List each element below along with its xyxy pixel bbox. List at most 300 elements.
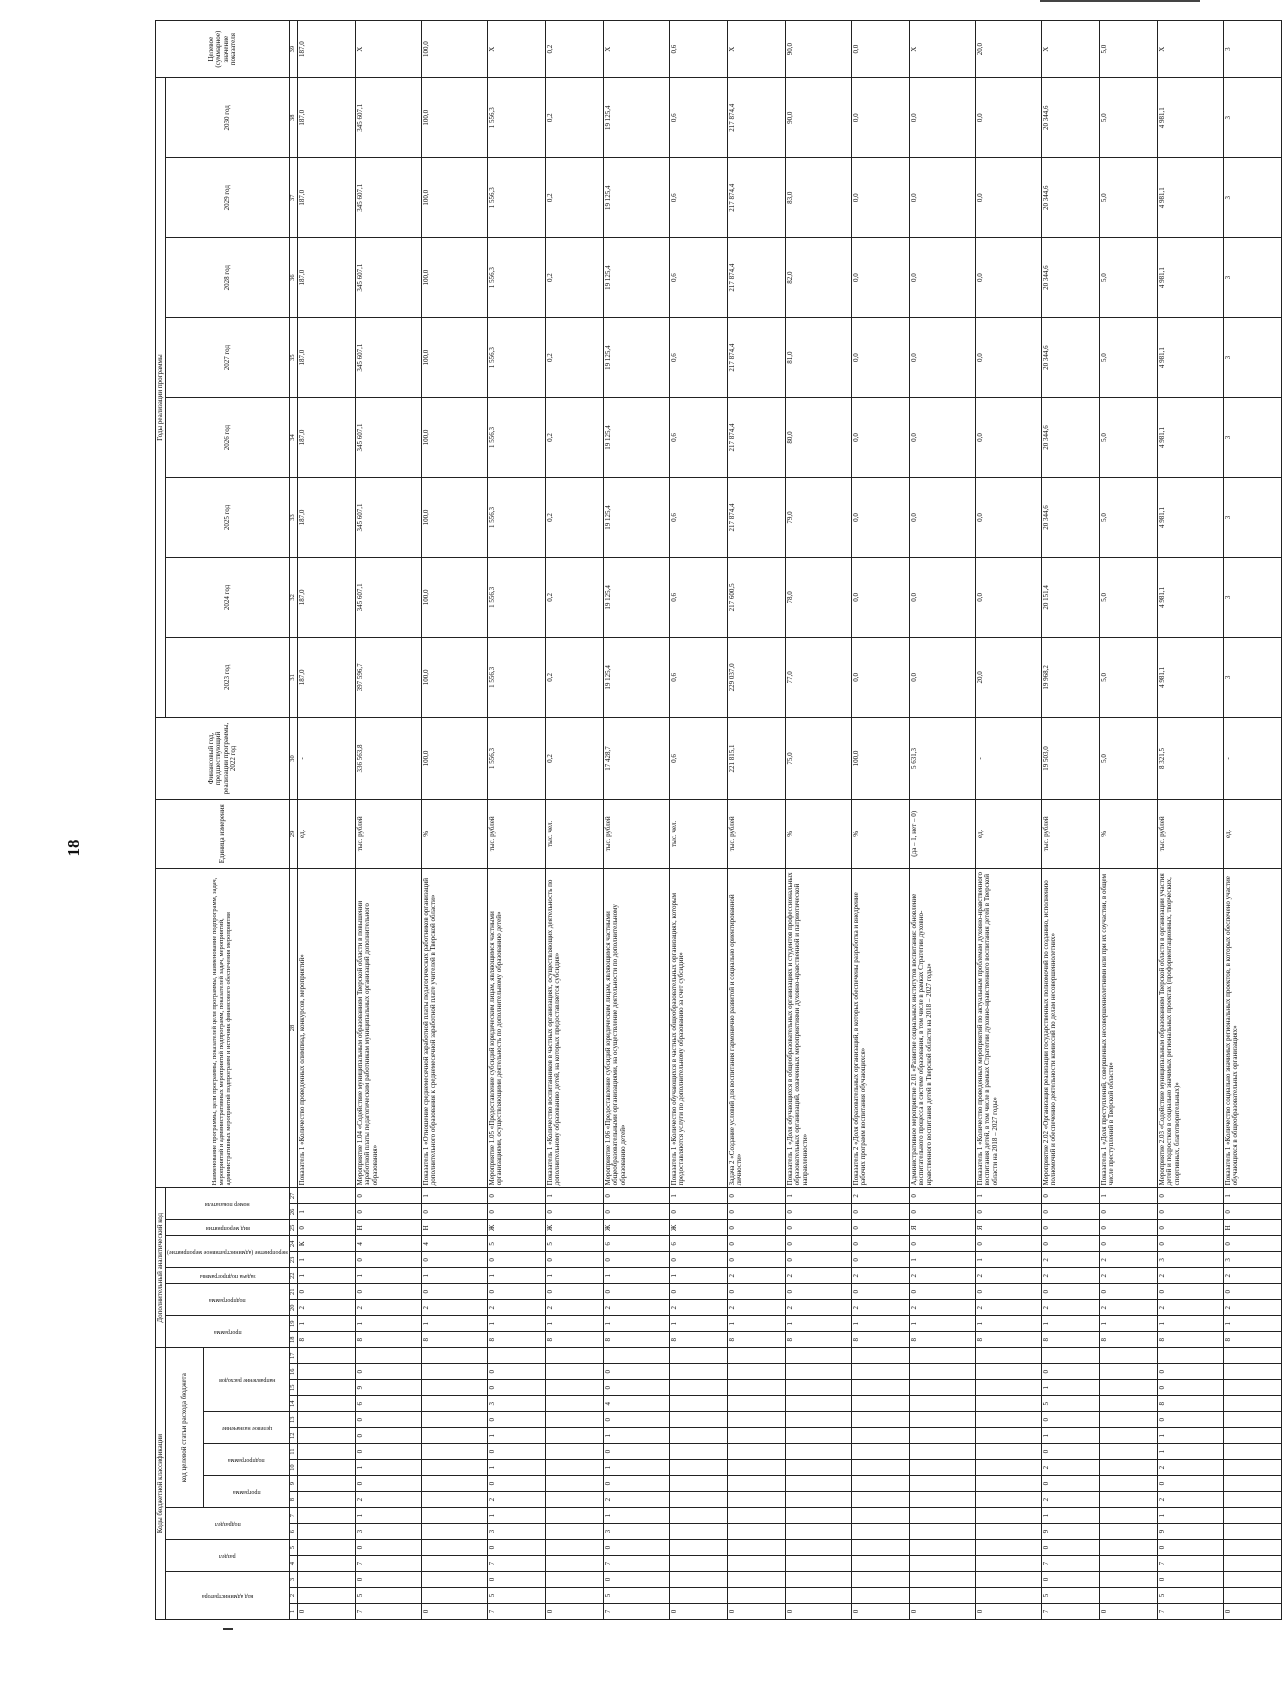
year-value-cell: 0,0 xyxy=(852,637,910,717)
year-value-cell: 217 874,4 xyxy=(728,478,786,558)
code-cell xyxy=(910,1380,976,1396)
code-cell xyxy=(546,1524,604,1540)
code-cell xyxy=(422,1380,488,1396)
code-cell: 0 xyxy=(1042,1364,1100,1380)
row-name-cell: Показатель 1 «Количество обучающихся в частных общеобразовательных организациях, которым предоставляются услуги по дополнительному образованию за счет субсидии» xyxy=(670,868,728,1188)
code-cell: 0 xyxy=(786,1204,852,1220)
code-cell xyxy=(728,1524,786,1540)
code-cell xyxy=(786,1412,852,1428)
year-value-cell: 19 125,4 xyxy=(604,398,670,478)
year-value-cell: 79,0 xyxy=(786,478,852,558)
year-value-cell: 20 344,6 xyxy=(1042,318,1100,398)
year-value-cell: 187,0 xyxy=(298,238,356,318)
code-cell xyxy=(852,1380,910,1396)
code-cell: 0 xyxy=(976,1604,1042,1620)
code-cell xyxy=(786,1460,852,1476)
code-cell: 0 xyxy=(356,1284,422,1300)
year-value-cell: 0,0 xyxy=(976,318,1042,398)
column-index-cell: 38 xyxy=(290,78,298,158)
code-cell xyxy=(546,1492,604,1508)
code-cell: 1 xyxy=(670,1268,728,1284)
code-cell xyxy=(1042,1348,1100,1364)
code-cell: Ж xyxy=(546,1220,604,1236)
code-cell: 0 xyxy=(298,1604,356,1620)
year-value-cell: 5,0 xyxy=(1100,557,1158,637)
code-cell: 8 xyxy=(1042,1332,1100,1348)
code-cell: 2 xyxy=(1100,1268,1158,1284)
scan-edge-line xyxy=(1040,0,1200,2)
code-cell xyxy=(1100,1396,1158,1412)
code-cell: 0 xyxy=(356,1572,422,1588)
code-cell: 0 xyxy=(670,1604,728,1620)
fin-year-cell: 336 563,8 xyxy=(356,717,422,799)
fin-year-header: Финансовый год, предшествующий реализации программы, 2022 год xyxy=(156,717,290,799)
code-cell xyxy=(670,1492,728,1508)
code-cell xyxy=(852,1524,910,1540)
column-index-cell: 16 xyxy=(290,1364,298,1380)
target-cell: 187,0 xyxy=(298,21,356,78)
year-value-cell: 82,0 xyxy=(786,238,852,318)
row-name-cell: Мероприятие 1.04 «Содействие муниципальным образованиям Тверской области в повышении заработной платы педагогическим работникам муниципальных организаций дополнительного образования» xyxy=(356,868,422,1188)
year-value-cell: 90,0 xyxy=(786,78,852,158)
code-cell: 0 xyxy=(356,1428,422,1444)
code-cell: 0 xyxy=(488,1188,546,1204)
year-value-cell: 397 596,7 xyxy=(356,637,422,717)
code-cell: 0 xyxy=(1158,1284,1224,1300)
year-value-cell: 229 037,0 xyxy=(728,637,786,717)
code-cell: 2 xyxy=(1158,1460,1224,1476)
column-index-row xyxy=(290,21,298,1620)
code-cell: 0 xyxy=(356,1204,422,1220)
code-cell: 6 xyxy=(356,1396,422,1412)
code-cell: 0 xyxy=(852,1252,910,1268)
code-cell: 0 xyxy=(1042,1284,1100,1300)
code-cell xyxy=(670,1412,728,1428)
code-cell xyxy=(852,1428,910,1444)
year-value-cell: 78,0 xyxy=(786,557,852,637)
code-cell: 3 xyxy=(488,1524,546,1540)
code-cell: 0 xyxy=(604,1364,670,1380)
code-cell: 8 xyxy=(1158,1396,1224,1412)
year-value-cell: 0,0 xyxy=(976,557,1042,637)
row-name-cell: Задача 2 «Создание условий для воспитания гармонично развитой и социально ориентированной личности» xyxy=(728,868,786,1188)
code-cell: 0 xyxy=(488,1380,546,1396)
fin-year-cell: 0,2 xyxy=(546,717,604,799)
code-cell xyxy=(910,1444,976,1460)
code-cell: 1 xyxy=(298,1268,356,1284)
target-cell: Х xyxy=(356,21,422,78)
code-cell: 6 xyxy=(604,1236,670,1252)
code-cell xyxy=(670,1380,728,1396)
activity-kind-header: вид мероприятия xyxy=(166,1220,290,1236)
code-cell: 0 xyxy=(1042,1444,1100,1460)
code-cell: 1 xyxy=(488,1316,546,1332)
program2-header: программа xyxy=(166,1316,290,1348)
code-cell xyxy=(910,1492,976,1508)
code-cell xyxy=(422,1444,488,1460)
year-value-cell: 187,0 xyxy=(298,318,356,398)
code-cell xyxy=(422,1364,488,1380)
year-value-cell: 100,0 xyxy=(422,557,488,637)
code-cell: 2 xyxy=(488,1492,546,1508)
code-cell: 1 xyxy=(910,1252,976,1268)
year-value-cell: 0,0 xyxy=(976,478,1042,558)
code-cell: 0 xyxy=(910,1236,976,1252)
year-value-cell: 345 607,1 xyxy=(356,557,422,637)
year-value-cell: 4 981,1 xyxy=(1158,158,1224,238)
code-cell xyxy=(728,1492,786,1508)
table-row xyxy=(422,21,488,1620)
year-value-cell: 4 981,1 xyxy=(1158,478,1224,558)
fin-year-cell: 75,0 xyxy=(786,717,852,799)
table-row xyxy=(670,21,728,1620)
column-index-cell: 2 xyxy=(290,1588,298,1604)
year-value-cell: 19 125,4 xyxy=(604,158,670,238)
fin-year-cell: 221 815,1 xyxy=(728,717,786,799)
year-value-cell: 100,0 xyxy=(422,637,488,717)
table-row xyxy=(976,21,1042,1620)
code-cell: 1 xyxy=(976,1316,1042,1332)
year-value-cell: 0,0 xyxy=(910,478,976,558)
code-cell: 0 xyxy=(1042,1476,1100,1492)
code-cell xyxy=(604,1348,670,1364)
code-cell xyxy=(298,1492,356,1508)
code-cell: 1 xyxy=(546,1268,604,1284)
year-value-cell: 3 xyxy=(1224,398,1282,478)
code-cell: 0 xyxy=(488,1540,546,1556)
code-cell: 1 xyxy=(356,1268,422,1284)
code-cell xyxy=(670,1460,728,1476)
code-cell: 0 xyxy=(976,1204,1042,1220)
code-cell: 1 xyxy=(1224,1188,1282,1204)
unit-cell: % xyxy=(1100,800,1158,869)
code-cell: 3 xyxy=(488,1396,546,1412)
column-index-cell: 28 xyxy=(290,868,298,1188)
row-name-cell: Показатель 1 «Доля преступлений, совершенных несовершеннолетними или при их соучастии, в общем числе преступлений в Тверской области» xyxy=(1100,868,1158,1188)
column-index-cell: 7 xyxy=(290,1508,298,1524)
code-cell xyxy=(298,1348,356,1364)
purpose-header: целевое назначение xyxy=(204,1412,290,1444)
program-header: программа xyxy=(204,1476,290,1508)
code-cell xyxy=(1100,1524,1158,1540)
code-cell xyxy=(852,1460,910,1476)
year-value-cell: 100,0 xyxy=(422,238,488,318)
code-cell xyxy=(546,1364,604,1380)
row-name-cell: Показатель 1 «Количество социально значимых региональных проектов, в которых обеспечено участие обучающихся в общеобразовательных организациях» xyxy=(1224,868,1282,1188)
year-value-cell: 19 125,4 xyxy=(604,318,670,398)
code-cell: 2 xyxy=(1042,1268,1100,1284)
year-value-cell: 0,6 xyxy=(670,158,728,238)
code-cell: 0 xyxy=(1042,1412,1100,1428)
target-cell: 90,0 xyxy=(786,21,852,78)
code-cell: 2 xyxy=(910,1268,976,1284)
row-name-cell: Показатель 1 «Доля обучающихся в общеобразовательных организациях и студентов профессиональных образовательных организаций, охваченных мероприятиями духовно-нравственной и патриотической направленности» xyxy=(786,868,852,1188)
column-index-cell: 29 xyxy=(290,800,298,869)
column-index-cell: 30 xyxy=(290,717,298,799)
code-cell: 0 xyxy=(546,1604,604,1620)
code-cell xyxy=(546,1572,604,1588)
code-cell: 0 xyxy=(488,1252,546,1268)
code-cell: 0 xyxy=(1224,1204,1282,1220)
year-value-cell: 19 125,4 xyxy=(604,637,670,717)
unit-header: Единица измерения xyxy=(156,800,290,869)
year-value-cell: 4 981,1 xyxy=(1158,78,1224,158)
year-value-cell: 0,2 xyxy=(546,238,604,318)
code-cell xyxy=(422,1348,488,1364)
code-cell xyxy=(670,1428,728,1444)
code-cell xyxy=(976,1396,1042,1412)
code-cell: 0 xyxy=(604,1572,670,1588)
code-cell xyxy=(976,1444,1042,1460)
code-cell: 1 xyxy=(356,1316,422,1332)
year-header-2028: 2028 год xyxy=(166,238,290,318)
code-cell xyxy=(728,1460,786,1476)
column-index-cell: 3 xyxy=(290,1572,298,1588)
code-cell: 1 xyxy=(604,1268,670,1284)
year-value-cell: 0,2 xyxy=(546,637,604,717)
fin-year-cell: 1 556,3 xyxy=(488,717,546,799)
year-value-cell: 20 344,6 xyxy=(1042,78,1100,158)
column-index-cell: 35 xyxy=(290,318,298,398)
fin-year-cell: 100,0 xyxy=(422,717,488,799)
code-cell xyxy=(546,1476,604,1492)
year-value-cell: 0,6 xyxy=(670,637,728,717)
year-value-cell: 1 556,3 xyxy=(488,478,546,558)
code-cell xyxy=(1224,1572,1282,1588)
code-cell: 8 xyxy=(1224,1332,1282,1348)
code-cell: 0 xyxy=(604,1380,670,1396)
year-value-cell: 0,0 xyxy=(910,557,976,637)
code-cell: 0 xyxy=(356,1412,422,1428)
row-name-cell: Показатель 1 «Отношение среднемесячной заработной платы педагогических работников организаций дополнительного образования к среднемесячной заработной плате учителей в Тверской области» xyxy=(422,868,488,1188)
year-value-cell: 345 607,1 xyxy=(356,158,422,238)
code-cell xyxy=(422,1572,488,1588)
year-value-cell: 80,0 xyxy=(786,398,852,478)
year-value-cell: 3 xyxy=(1224,158,1282,238)
code-cell xyxy=(910,1428,976,1444)
code-cell: 2 xyxy=(1224,1300,1282,1316)
code-cell xyxy=(1224,1380,1282,1396)
code-cell: 0 xyxy=(356,1188,422,1204)
unit-cell: ед. xyxy=(1224,800,1282,869)
code-cell: 1 xyxy=(422,1316,488,1332)
code-cell: 2 xyxy=(422,1300,488,1316)
code-cell xyxy=(786,1476,852,1492)
code-cell: 1 xyxy=(786,1188,852,1204)
code-cell xyxy=(298,1508,356,1524)
code-cell xyxy=(670,1444,728,1460)
column-index-cell: 8 xyxy=(290,1492,298,1508)
code-cell: 1 xyxy=(604,1460,670,1476)
year-value-cell: 1 556,3 xyxy=(488,318,546,398)
code-cell: 2 xyxy=(910,1300,976,1316)
year-value-cell: 0,0 xyxy=(976,78,1042,158)
code-cell xyxy=(728,1476,786,1492)
code-cell: 0 xyxy=(852,1236,910,1252)
program-indicators-table xyxy=(155,20,1282,1620)
target-value-header: Целевое (суммарное) значение показателя xyxy=(156,21,290,78)
fin-year-cell: 5,0 xyxy=(1100,717,1158,799)
year-value-cell: 3 xyxy=(1224,557,1282,637)
year-header-2026: 2026 год xyxy=(166,398,290,478)
code-cell: 0 xyxy=(1158,1188,1224,1204)
code-cell: 0 xyxy=(422,1252,488,1268)
code-cell xyxy=(422,1508,488,1524)
code-cell: 0 xyxy=(852,1604,910,1620)
code-cell: 1 xyxy=(356,1508,422,1524)
target-cell: 0,6 xyxy=(670,21,728,78)
year-value-cell: 345 607,1 xyxy=(356,398,422,478)
year-value-cell: 0,0 xyxy=(852,238,910,318)
code-cell xyxy=(910,1508,976,1524)
year-value-cell: 0,2 xyxy=(546,398,604,478)
code-cell: 0 xyxy=(910,1204,976,1220)
code-cell: 0 xyxy=(604,1444,670,1460)
year-value-cell: 0,6 xyxy=(670,318,728,398)
code-cell: 7 xyxy=(1158,1604,1224,1620)
code-cell: 7 xyxy=(604,1604,670,1620)
unit-cell: % xyxy=(422,800,488,869)
code-cell xyxy=(1224,1556,1282,1572)
code-cell: 7 xyxy=(488,1604,546,1620)
code-cell: 0 xyxy=(356,1252,422,1268)
code-cell: 0 xyxy=(1158,1364,1224,1380)
year-value-cell: 1 556,3 xyxy=(488,78,546,158)
code-cell xyxy=(298,1588,356,1604)
code-cell: 5 xyxy=(488,1588,546,1604)
code-cell: 8 xyxy=(604,1332,670,1348)
code-cell: 1 xyxy=(488,1508,546,1524)
code-cell xyxy=(728,1412,786,1428)
code-cell: 0 xyxy=(298,1284,356,1300)
code-cell xyxy=(852,1540,910,1556)
code-cell xyxy=(422,1476,488,1492)
code-cell xyxy=(1100,1572,1158,1588)
year-header-2024: 2024 год xyxy=(166,557,290,637)
code-cell: 0 xyxy=(604,1284,670,1300)
column-index-cell: 32 xyxy=(290,557,298,637)
years-group-header: Годы реализации программы xyxy=(156,78,166,718)
code-cell: 3 xyxy=(356,1524,422,1540)
code-cell: 0 xyxy=(604,1204,670,1220)
code-cell xyxy=(1224,1396,1282,1412)
code-cell xyxy=(670,1396,728,1412)
year-value-cell: 5,0 xyxy=(1100,158,1158,238)
code-cell xyxy=(728,1540,786,1556)
code-cell xyxy=(546,1540,604,1556)
year-value-cell: 3 xyxy=(1224,478,1282,558)
target-article-header: код целевой статьи расхода бюджета xyxy=(166,1348,204,1508)
code-cell xyxy=(670,1348,728,1364)
code-cell xyxy=(422,1412,488,1428)
code-cell xyxy=(546,1428,604,1444)
code-cell: 2 xyxy=(670,1300,728,1316)
code-cell xyxy=(728,1348,786,1364)
code-cell xyxy=(1224,1540,1282,1556)
code-cell: 0 xyxy=(1158,1380,1224,1396)
code-cell: 1 xyxy=(976,1252,1042,1268)
code-cell: 2 xyxy=(852,1300,910,1316)
code-cell xyxy=(1100,1460,1158,1476)
year-value-cell: 0,2 xyxy=(546,78,604,158)
code-cell xyxy=(786,1588,852,1604)
code-cell xyxy=(670,1572,728,1588)
code-cell: Ж xyxy=(604,1220,670,1236)
table-row xyxy=(1100,21,1158,1620)
code-cell xyxy=(546,1444,604,1460)
column-index-cell: 31 xyxy=(290,637,298,717)
code-cell xyxy=(786,1348,852,1364)
code-cell: 0 xyxy=(1158,1412,1224,1428)
code-cell xyxy=(852,1556,910,1572)
code-cell: 0 xyxy=(852,1284,910,1300)
code-cell xyxy=(1100,1428,1158,1444)
unit-cell: тыс. рублей xyxy=(728,800,786,869)
target-cell: 5,0 xyxy=(1100,21,1158,78)
code-cell xyxy=(728,1380,786,1396)
code-cell: 0 xyxy=(604,1540,670,1556)
year-value-cell: 77,0 xyxy=(786,637,852,717)
row-name-cell: Мероприятие 1.05 «Предоставление субсидий юридическим лицам, являющимся частными организациями, осуществляющими деятельность по дополнительному образованию детей» xyxy=(488,868,546,1188)
year-value-cell: 0,0 xyxy=(976,238,1042,318)
name-column-header: Наименование программы, цели программы, показателей цели программы, наименование подпрограмм, задач, мероприятий и административных мероприятий подпрограмм, показателей задач, мероприятий, административных мероприятий подпрограмм и источник финансового обеспечения мероприятия xyxy=(156,868,290,1188)
code-cell: 2 xyxy=(1042,1492,1100,1508)
section-header: раздел xyxy=(166,1540,290,1572)
code-cell xyxy=(728,1444,786,1460)
code-cell xyxy=(1100,1588,1158,1604)
code-cell: 0 xyxy=(546,1284,604,1300)
code-cell: 0 xyxy=(728,1188,786,1204)
code-cell xyxy=(910,1524,976,1540)
code-cell: 0 xyxy=(488,1444,546,1460)
code-cell: 0 xyxy=(852,1220,910,1236)
code-cell: 1 xyxy=(670,1316,728,1332)
code-cell: 1 xyxy=(488,1428,546,1444)
year-value-cell: 3 xyxy=(1224,78,1282,158)
table-row xyxy=(728,21,786,1620)
target-cell: 3 xyxy=(1224,21,1282,78)
code-cell: 8 xyxy=(422,1332,488,1348)
code-cell: 8 xyxy=(1158,1332,1224,1348)
year-value-cell: 217 874,4 xyxy=(728,78,786,158)
code-cell: 8 xyxy=(786,1332,852,1348)
code-cell: 0 xyxy=(604,1412,670,1428)
code-cell: 2 xyxy=(1042,1460,1100,1476)
code-cell: 0 xyxy=(1100,1204,1158,1220)
year-header-2029: 2029 год xyxy=(166,158,290,238)
program-indicators-table-sheet xyxy=(155,20,1240,1620)
code-cell xyxy=(976,1572,1042,1588)
row-name-cell: Административное мероприятие 2.01 «Развитие социальных институтов воспитания: обновление воспитательного процесса в системе образования, в том числе в рамках Стратегии духовно-нравственного воспитания детей в Тверской области на 2018 – 2027 годы» xyxy=(910,868,976,1188)
code-cell: 1 xyxy=(1158,1508,1224,1524)
year-value-cell: 5,0 xyxy=(1100,478,1158,558)
code-cell xyxy=(910,1476,976,1492)
fin-year-cell: 100,0 xyxy=(852,717,910,799)
code-cell: 0 xyxy=(356,1476,422,1492)
code-cell xyxy=(786,1364,852,1380)
code-cell: 8 xyxy=(976,1332,1042,1348)
year-value-cell: 3 xyxy=(1224,318,1282,398)
year-value-cell: 0,0 xyxy=(852,478,910,558)
code-cell: 0 xyxy=(1224,1236,1282,1252)
code-cell xyxy=(1100,1364,1158,1380)
fin-year-cell: 17 428,7 xyxy=(604,717,670,799)
code-cell xyxy=(422,1428,488,1444)
code-cell xyxy=(1100,1380,1158,1396)
year-value-cell: 0,2 xyxy=(546,557,604,637)
code-cell: 0 xyxy=(786,1236,852,1252)
code-cell: Ж xyxy=(488,1220,546,1236)
